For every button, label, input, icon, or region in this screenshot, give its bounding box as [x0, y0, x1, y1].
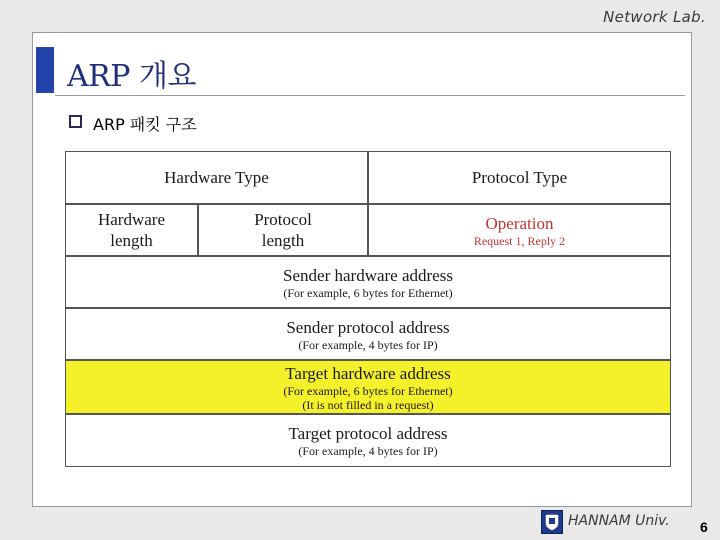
operation-note: Request 1, Reply 2	[473, 233, 566, 248]
header-lab-label: Network Lab.	[603, 8, 706, 26]
operation-field	[367, 205, 670, 255]
arp-packet-diagram	[65, 151, 671, 467]
protocol-type-field	[367, 152, 670, 203]
target-hardware-field	[66, 361, 670, 413]
protocol-length-field	[197, 205, 367, 255]
target-hardware-label: Target hardware address	[285, 363, 451, 383]
slide-title: ARP 개요	[67, 59, 196, 94]
hardware-length-line1: Hardware	[97, 210, 165, 229]
sender-hardware-label: Sender hardware address	[283, 265, 453, 285]
sender-hardware-note: (For example, 6 bytes for Ethernet)	[283, 285, 453, 300]
bullet-text: ARP 패킷 구조	[93, 115, 197, 134]
hardware-length-field	[66, 205, 197, 255]
packet-row-lengths	[66, 205, 670, 257]
sender-protocol-field	[66, 309, 670, 359]
packet-row-target-proto	[66, 415, 670, 466]
packet-row-sender-proto	[66, 309, 670, 361]
packet-row-target-hw	[66, 361, 670, 415]
title-accent-bar	[36, 47, 54, 93]
sender-protocol-label: Sender protocol address	[286, 317, 450, 337]
bullet-icon	[69, 115, 82, 128]
operation-label: Operation	[485, 213, 554, 233]
target-protocol-label: Target protocol address	[288, 424, 448, 443]
title-divider	[55, 95, 685, 96]
protocol-length-line2: length	[261, 231, 305, 250]
protocol-length-line1: Protocol	[254, 210, 312, 229]
target-protocol-note: (For example, 4 bytes for IP)	[298, 444, 438, 458]
target-hardware-note: (For example, 6 bytes for Ethernet)	[283, 383, 453, 398]
protocol-type-label: Protocol Type	[471, 168, 568, 187]
hardware-type-field	[66, 152, 367, 203]
page-number: 6	[700, 519, 708, 535]
hardware-type-label: Hardware Type	[164, 168, 269, 187]
target-hardware-note-request: (It is not filled in a request)	[302, 397, 434, 412]
packet-row-types	[66, 152, 670, 205]
sender-hardware-field	[66, 257, 670, 307]
sender-protocol-note: (For example, 4 bytes for IP)	[298, 337, 438, 352]
hardware-length-line2: length	[110, 231, 153, 250]
target-protocol-field	[66, 415, 670, 466]
university-crest-icon	[541, 510, 563, 534]
packet-row-sender-hw	[66, 257, 670, 309]
footer-university: HANNAM Univ.	[568, 513, 670, 529]
